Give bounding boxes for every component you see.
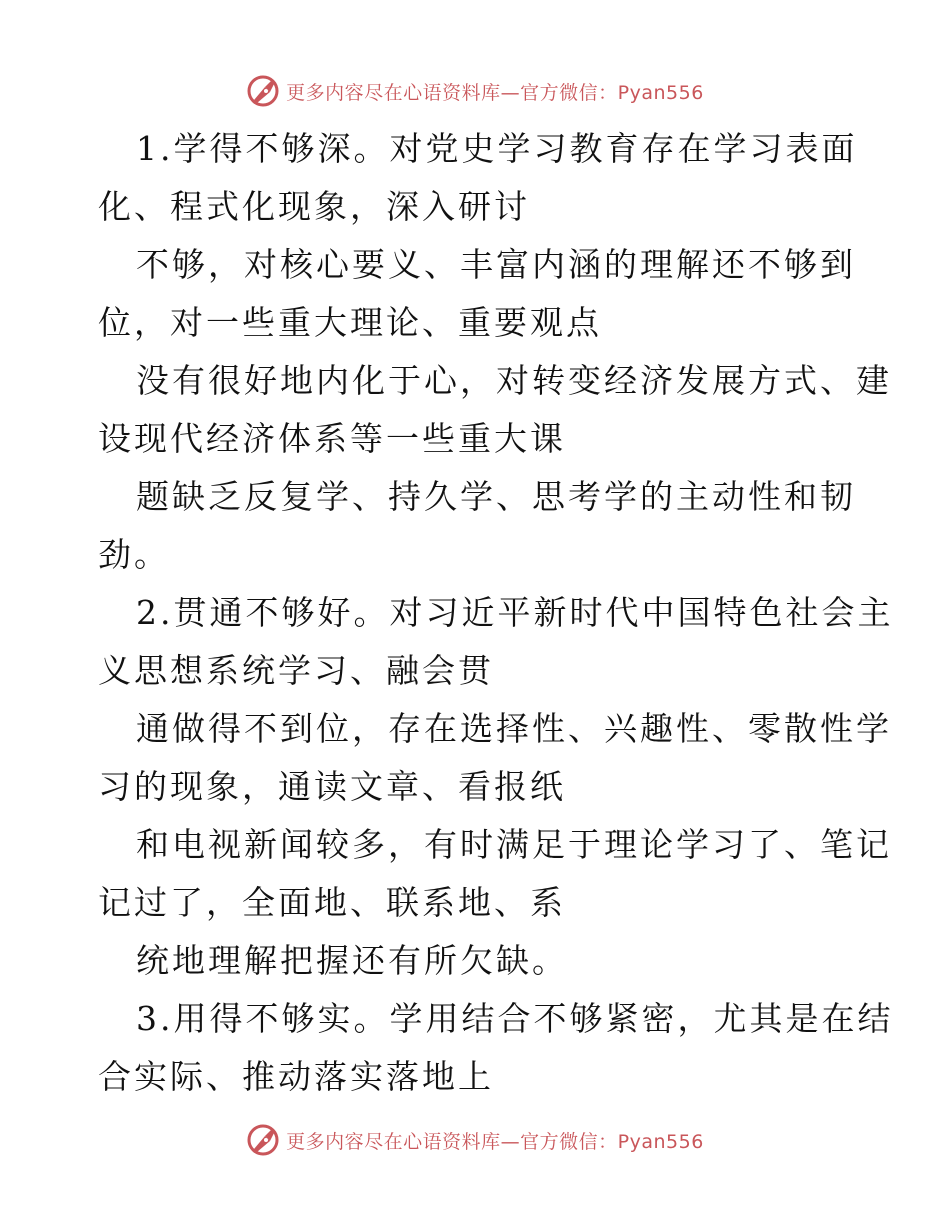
document-body (98, 120, 894, 1106)
text-line: 1.学得不够深。对党史学习教育存在学习表面 (136, 129, 858, 168)
text-line: 设现代经济体系等一些重大课 (98, 419, 566, 458)
text-line: 习的现象，通读文章、看报纸 (98, 767, 566, 806)
text-line: 位，对一些重大理论、重要观点 (98, 303, 602, 342)
watermark-text: 更多内容尽在心语资料库—官方微信：Pyan556 (286, 1130, 704, 1153)
text-line: 和电视新闻较多，有时满足于理论学习了、笔记 (136, 825, 892, 864)
text-line: 不够，对核心要义、丰富内涵的理解还不够到 (136, 245, 856, 284)
text-line: 义思想系统学习、融会贯 (98, 651, 494, 690)
text-line: 没有很好地内化于心，对转变经济发展方式、建 (136, 361, 892, 400)
text-line: 题缺乏反复学、持久学、思考学的主动性和韧 (136, 477, 856, 516)
text-line: 统地理解把握还有所欠缺。 (136, 941, 568, 980)
header-watermark (0, 71, 950, 111)
watermark-text: 更多内容尽在心语资料库—官方微信：Pyan556 (286, 81, 704, 104)
text-line: 合实际、推动落实落地上 (98, 1057, 494, 1096)
text-line: 3.用得不够实。学用结合不够紧密，尤其是在结 (136, 999, 894, 1038)
footer-watermark (0, 1120, 950, 1160)
pen-nib-logo-icon (246, 1123, 280, 1157)
text-line: 劲。 (98, 535, 170, 574)
text-line: 通做得不到位，存在选择性、兴趣性、零散性学 (136, 709, 892, 748)
text-line: 化、程式化现象，深入研讨 (98, 187, 530, 226)
text-line: 记过了，全面地、联系地、系 (98, 883, 566, 922)
pen-nib-logo-icon (246, 74, 280, 108)
text-line: 2.贯通不够好。对习近平新时代中国特色社会主 (136, 593, 894, 632)
